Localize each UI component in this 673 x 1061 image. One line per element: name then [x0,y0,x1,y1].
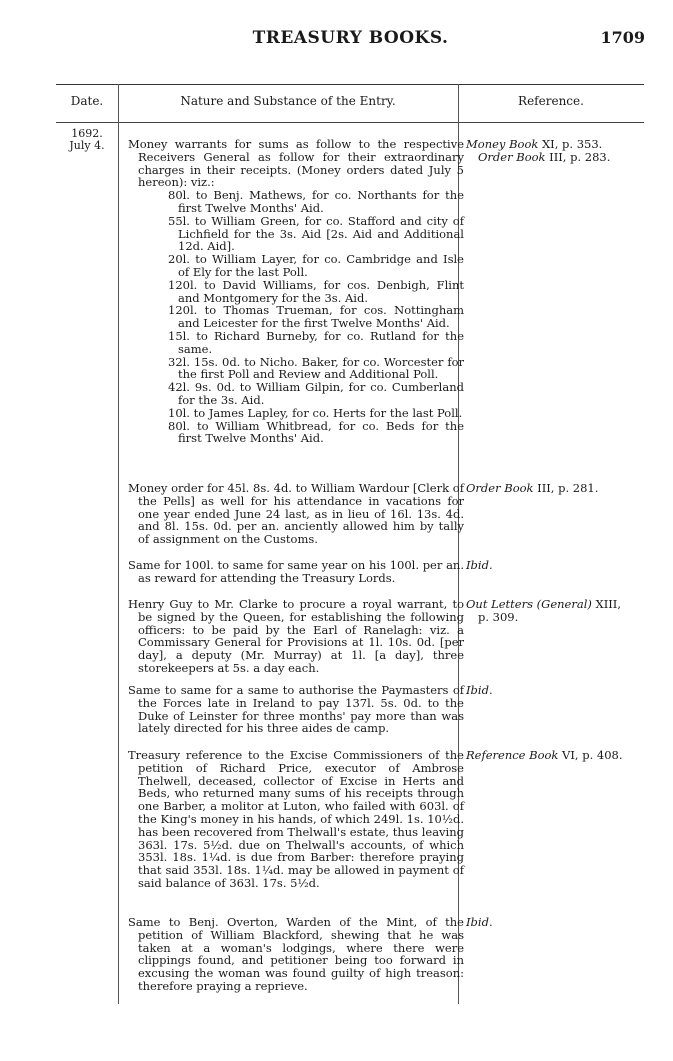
reference-location: XIII, [591,597,622,611]
list-item: 120l. to David Williams, for cos. Denbigh, Flint and Montgomery for the 3s. Aid. [168,277,464,305]
list-item: 55l. to William Green, for co. Stafford and city of Lichfield for the 3s. Aid [2s. Aid and Additional 12d. Aid]. [168,213,464,254]
list-item: 15l. to Richard Burneby, for co. Rutland for the same. [168,328,464,356]
table-top-rule [56,84,644,85]
reference-entry-4 [466,598,644,624]
warrant-list [128,189,464,445]
reference-ibid: Ibid. [466,915,493,929]
reference-book: Money Book [466,137,539,151]
page-header [56,28,645,58]
reference-book: Order Book [466,481,534,495]
list-item: 20l. to William Layer, for co. Cambridge and Isle of Ely for the last Poll. [168,252,464,279]
entry-same-reward [128,559,464,585]
entry-text: Money order for 45l. 8s. 4d. to William Wardour [Clerk of the Pells] as well for his attendance in vacations for one year ended June 24 last, as in lieu of 16l. 13s. 4d. and 8l. 15s. 0d. per an. anciently allowed him by tally of assignment on the Customs. [128,481,464,547]
reference-entry-3 [466,559,644,572]
column-divider-date [118,84,119,1004]
column-header-date: Date. [70,94,104,108]
reference-location: III, p. 281. [533,481,599,495]
entry-text: Treasury reference to the Excise Commissioners of the petition of Richard Price, executor of Ambrose Thelwell, deceased, collector of Excise in Herts and Beds, who returned many sums of his receipts through one Barber, a molitor at Luton, who failed with 603l. of the King's money in his hands, of which 249l. 1s. 10½d. has been recovered from Thelwall's estate, thus leaving 363l. 17s. 5½d. due on Thelwall's accounts, of which 353l. 18s. 1¼d. is due from Barber: therefore praying that said 353l. 18s. 1¼d. may be allowed in payment of said balance of 363l. 17s. 5½d. [128,748,464,890]
list-item: 80l. to William Whitbread, for co. Beds for the first Twelve Months' Aid. [168,418,464,446]
reference-book: Order Book [478,149,546,164]
running-title: TREASURY BOOKS. [252,28,449,48]
entries-table [56,84,644,1004]
date-year: 1692. [71,127,103,140]
reference-location: XI, p. 353. [538,137,603,151]
list-item: 80l. to Benj. Mathews, for co. Northants for the first Twelve Months' Aid. [168,188,464,215]
entry-paymasters-ireland [128,684,464,735]
entry-text: Same for 100l. to same for same year on his 100l. per an. as reward for attending the Treasury Lords. [128,558,464,585]
list-item: 32l. 15s. 0d. to Nicho. Baker, for co. Worcester for the first Poll and Review and Additional Poll. [168,354,464,382]
entry-text: Henry Guy to Mr. Clarke to procure a royal warrant, to be signed by the Queen, for establishing the following officers: to be paid by the Earl of Ranelagh: viz. a Commissary General for Provisions at 1l. 10s. 0d. [per day], a deputy (Mr. Murray) at 1l. [a day], three storekeepers at 5s. a day each. [128,597,464,675]
reference-ibid: Ibid. [466,558,493,572]
entry-wardour-order [128,482,464,546]
list-item: 10l. to James Lapley, for co. Herts for the last Poll. [168,405,463,420]
column-header-reference: Reference. [518,94,584,108]
reference-entry-6 [466,749,644,762]
entry-guy-to-clarke [128,598,464,675]
list-item: 42l. 9s. 0d. to William Gilpin, for co. Cumberland for the 3s. Aid. [168,380,464,407]
column-header-nature: Nature and Substance of the Entry. [180,94,396,108]
reference-ibid: Ibid. [466,683,493,697]
reference-entry-1 [466,138,644,164]
table-header-rule [56,122,644,123]
entry-text: Money warrants for sums as follow to the respective Receivers General as follow for their extraordinary charges in their receipts. (Money orders dated July 5 hereon): viz.: [128,137,464,190]
entry-money-warrants [128,138,464,445]
reference-page: p. 309. [478,609,519,624]
reference-entry-2 [466,482,644,495]
entry-text: Same to Benj. Overton, Warden of the Mint, of the petition of William Blackford, shewing that he was taken at a woman's lodgings, where there were clippings found, and petitioner being too forward in excusing the woman was found guilty of high treason: therefore praying a reprieve. [128,915,464,993]
entry-text: Same to same for a same to authorise the Paymasters of the Forces late in Ireland to pay 137l. 5s. 0d. to the Duke of Leinster for three months' pay more than was lately directed for his three aides de camp. [128,683,464,736]
reference-entry-5 [466,684,644,697]
reference-book: Out Letters (General) [466,597,592,611]
reference-location: III, p. 283. [545,149,611,164]
list-item: 120l. to Thomas Trueman, for cos. Nottingham and Leicester for the first Twelve Months' Aid. [168,303,464,331]
page-number: 1709 [600,28,645,47]
reference-location: VI, p. 408. [558,748,623,762]
reference-entry-7 [466,916,644,929]
entry-excise-reference [128,749,464,890]
reference-book: Reference Book [466,748,559,762]
date-day: July 4. [69,139,105,152]
entry-date [56,128,118,152]
entry-overton-mint [128,916,464,993]
